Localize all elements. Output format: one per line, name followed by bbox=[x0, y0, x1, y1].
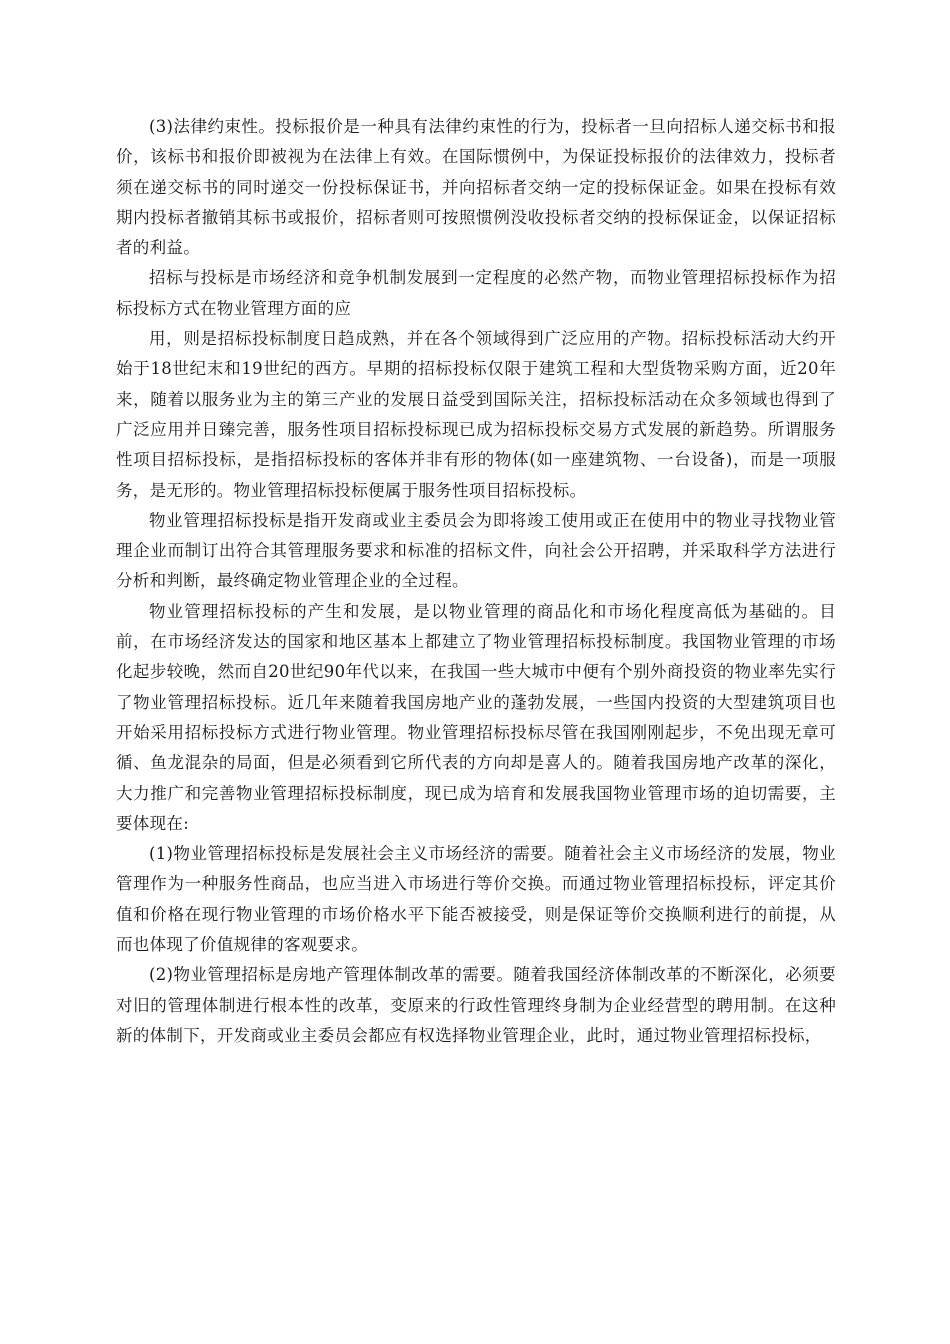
paragraph-development: 物业管理招标投标的产生和发展，是以物业管理的商品化和市场化程度高低为基础的。目前，在市场经济发达的国家和地区基本上都建立了物业管理招标投标制度。我国物业管理的市场化起步较晚，然而自20世纪90年代以来，在我国一些大城市中便有个别外商投资的物业率先实行了物业管理招标投标。近几年来随着我国房地产业的蓬勃发展，一些国内投资的大型建筑项目也开始采用招标投标方式进行物业管理。物业管理招标投标尽管在我国刚刚起步，不免出现无章可循、鱼龙混杂的局面，但是必须看到它所代表的方向却是喜人的。随着我国房地产改革的深化，大力推广和完善物业管理招标投标制度，现已成为培育和发展我国物业管理市场的迫切需要，主要体现在: bbox=[116, 601, 836, 833]
paragraph-bidding-history: 用，则是招标投标制度日趋成熟，并在各个领域得到广泛应用的产物。招标投标活动大约开始于18世纪末和19世纪的西方。早期的招标投标仅限于建筑工程和大型货物采购方面，近20年来，随着以服务业为主的第三产业的发展日益受到国际关注，招标投标活动在众多领域也得到了广泛应用并日臻完善，服务性项目招标投标现已成为招标投标交易方式发展的新趋势。所谓服务性项目招标投标，是指招标投标的客体并非有形的物体(如一座建筑物、一台设备)，而是一项服务，是无形的。物业管理招标投标便属于服务性项目招标投标。 bbox=[116, 329, 836, 500]
document-page bbox=[116, 112, 836, 1051]
paragraph-definition: 物业管理招标投标是指开发商或业主委员会为即将竣工使用或正在使用中的物业寻找物业管理企业而制订出符合其管理服务要求和标准的招标文件，向社会公开招聘，并采取科学方法进行分析和判断，最终确定物业管理企业的全过程。 bbox=[116, 510, 836, 591]
paragraph-legal-binding: (3)法律约束性。投标报价是一种具有法律约束性的行为，投标者一旦向招标人递交标书和报价，该标书和报价即被视为在法律上有效。在国际惯例中，为保证投标报价的法律效力，投标者须在递交标书的同时递交一份投标保证书，并向招标者交纳一定的投标保证金。如果在投标有效期内投标者撤销其标书或报价，招标者则可按照惯例没收投标者交纳的投标保证金，以保证招标者的利益。 bbox=[116, 117, 836, 258]
paragraph-bidding-origin: 招标与投标是市场经济和竞争机制发展到一定程度的必然产物，而物业管理招标投标作为招标投标方式在物业管理方面的应 bbox=[116, 268, 836, 318]
paragraph-point-2: (2)物业管理招标是房地产管理体制改革的需要。随着我国经济体制改革的不断深化，必须要对旧的管理体制进行根本性的改革，变原来的行政性管理终身制为企业经营型的聘用制。在这种新的体制下，开发商或业主委员会都应有权选择物业管理企业，此时，通过物业管理招标投标， bbox=[116, 965, 836, 1045]
paragraph-point-1: (1)物业管理招标投标是发展社会主义市场经济的需要。随着社会主义市场经济的发展，物业管理作为一种服务性商品，也应当进入市场进行等价交换。而通过物业管理招标投标，评定其价值和价格在现行物业管理的市场价格水平下能否被接受，则是保证等价交换顺利进行的前提，从而也体现了价值规律的客观要求。 bbox=[116, 844, 836, 955]
